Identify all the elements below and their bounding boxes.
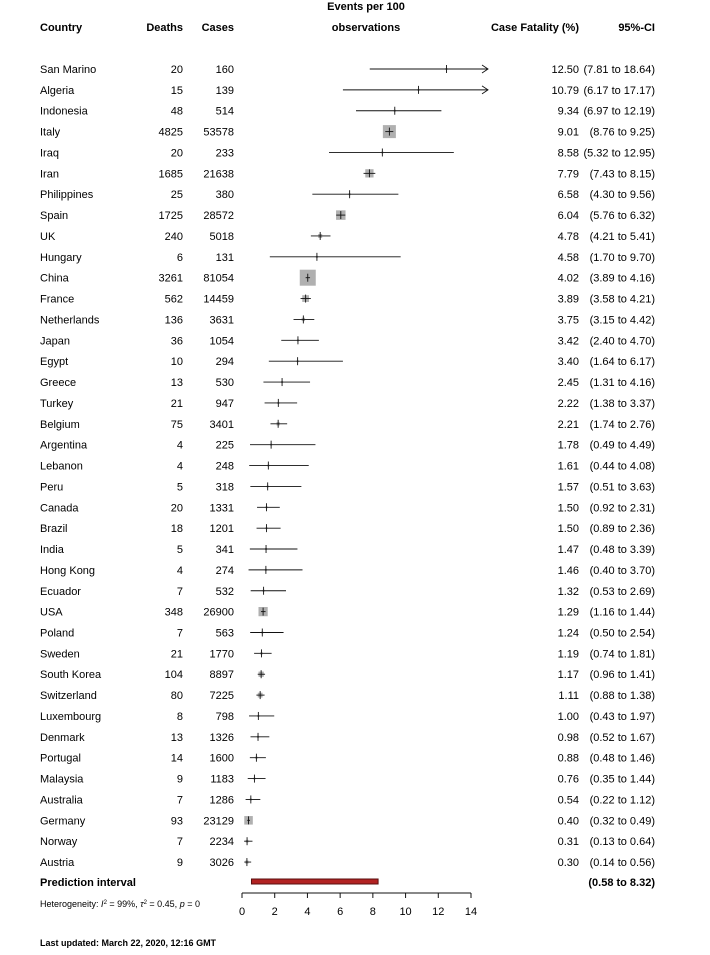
forest-row: [40, 106, 655, 118]
x-tick-label: 6: [337, 906, 344, 918]
country-label: Norway: [40, 836, 78, 849]
cases-value: 318: [215, 481, 234, 494]
deaths-value: 5: [176, 544, 183, 557]
ci-value: (7.81 to 18.64): [583, 64, 655, 76]
ci-value: (0.44 to 4.08): [589, 460, 655, 473]
deaths-value: 1725: [158, 210, 183, 223]
cases-value: 274: [215, 564, 234, 577]
deaths-value: 5: [176, 481, 183, 494]
cases-value: 1326: [209, 731, 234, 744]
deaths-value: 9: [176, 773, 183, 786]
case-fatality-value: 12.50: [551, 64, 579, 76]
country-label: Portugal: [40, 752, 81, 765]
country-label: San Marino: [40, 64, 97, 76]
cases-value: 81054: [203, 272, 234, 285]
deaths-value: 18: [170, 523, 183, 536]
cases-value: 1331: [209, 502, 234, 515]
country-label: Japan: [40, 335, 70, 348]
header-effect-line2: observations: [331, 22, 401, 34]
country-label: Brazil: [40, 523, 68, 536]
ci-value: (1.16 to 1.44): [589, 606, 655, 619]
deaths-value: 7: [176, 585, 183, 598]
cases-value: 3631: [209, 314, 234, 327]
ci-value: (3.15 to 4.42): [589, 314, 655, 327]
ci-value: (1.38 to 3.37): [589, 397, 655, 410]
ci-value: (1.70 to 9.70): [589, 251, 655, 264]
x-tick-label: 14: [464, 906, 478, 918]
forest-row: [40, 836, 655, 848]
cases-value: 21638: [203, 168, 234, 181]
deaths-value: 8: [176, 710, 183, 723]
cases-value: 28572: [203, 210, 234, 223]
forest-row: [40, 857, 655, 869]
ci-value: (0.35 to 1.44): [589, 773, 655, 786]
deaths-value: 348: [164, 606, 183, 619]
deaths-value: 21: [170, 397, 183, 410]
ci-value: (0.96 to 1.41): [589, 669, 655, 682]
prediction-interval-bar: [251, 879, 378, 884]
forest-row: [40, 774, 655, 786]
deaths-value: 13: [170, 377, 183, 390]
deaths-value: 7: [176, 794, 183, 807]
forest-row: [40, 753, 655, 765]
ci-value: (3.58 to 4.21): [589, 293, 655, 306]
case-fatality-value: 3.75: [557, 314, 579, 327]
ci-value: (0.32 to 0.49): [589, 815, 655, 828]
forest-row: [40, 586, 655, 598]
forest-row: [40, 335, 655, 347]
case-fatality-value: 2.21: [557, 418, 579, 431]
forest-row: [40, 210, 655, 222]
deaths-value: 20: [170, 64, 183, 76]
ci-value: (5.76 to 6.32): [589, 210, 655, 223]
cases-value: 380: [215, 189, 234, 202]
forest-row: [40, 231, 655, 243]
case-fatality-value: 8.58: [557, 147, 579, 160]
case-fatality-value: 0.31: [557, 836, 579, 849]
country-label: Ecuador: [40, 585, 81, 598]
deaths-value: 10: [170, 356, 183, 369]
deaths-value: 15: [170, 84, 183, 97]
ci-value: (3.89 to 4.16): [589, 272, 655, 285]
cases-value: 14459: [203, 293, 234, 306]
country-label: Spain: [40, 210, 69, 223]
country-label: Turkey: [40, 397, 74, 410]
cases-value: 514: [215, 105, 234, 118]
cases-value: 53578: [203, 126, 234, 139]
case-fatality-value: 3.89: [557, 293, 579, 306]
forest-row: [40, 669, 655, 681]
country-label: South Korea: [40, 669, 102, 682]
header-country: Country: [40, 22, 83, 34]
case-fatality-value: 0.54: [557, 794, 579, 807]
forest-row: [40, 794, 655, 806]
case-fatality-value: 4.58: [557, 251, 579, 264]
ci-value: (0.50 to 2.54): [589, 627, 655, 640]
deaths-value: 136: [164, 314, 183, 327]
ci-value: (0.13 to 0.64): [589, 836, 655, 849]
x-tick-label: 0: [238, 906, 246, 918]
deaths-value: 7: [176, 836, 183, 849]
case-fatality-value: 7.79: [557, 168, 579, 181]
case-fatality-value: 1.17: [557, 669, 579, 682]
ci-value: (4.21 to 5.41): [589, 230, 655, 243]
deaths-value: 20: [170, 147, 183, 160]
cases-value: 341: [215, 544, 234, 557]
case-fatality-value: 0.88: [557, 752, 579, 765]
forest-row: [40, 168, 655, 180]
deaths-value: 562: [164, 293, 183, 306]
forest-row: [40, 627, 655, 639]
cases-value: 248: [215, 460, 234, 473]
cases-value: 26900: [203, 606, 234, 619]
cases-value: 1770: [209, 648, 234, 661]
case-fatality-value: 0.76: [557, 773, 579, 786]
ci-value: (0.53 to 2.69): [589, 585, 655, 598]
case-fatality-value: 9.01: [557, 126, 579, 139]
forest-row: [40, 815, 655, 827]
case-fatality-value: 6.58: [557, 189, 579, 202]
country-label: Austria: [40, 857, 75, 870]
cases-value: 2234: [209, 836, 234, 849]
ci-value: (4.30 to 9.56): [589, 189, 655, 202]
header-ci: 95%-CI: [618, 22, 655, 34]
ci-value: (0.40 to 3.70): [589, 564, 655, 577]
case-fatality-value: 1.29: [557, 606, 579, 619]
deaths-value: 80: [170, 690, 183, 703]
header-estimate: Case Fatality (%): [490, 22, 579, 34]
deaths-value: 4: [176, 460, 183, 473]
cases-value: 23129: [203, 815, 234, 828]
country-label: Argentina: [40, 439, 88, 452]
ci-value: (0.43 to 1.97): [589, 710, 655, 723]
country-label: Lebanon: [40, 460, 83, 473]
deaths-value: 9: [176, 857, 183, 870]
forest-row: [40, 398, 655, 410]
forest-row: [40, 189, 655, 201]
forest-row: [40, 314, 655, 326]
case-fatality-value: 1.46: [557, 564, 579, 577]
ci-value: (6.97 to 12.19): [583, 105, 655, 118]
x-tick-label: 10: [399, 906, 412, 918]
case-fatality-value: 1.00: [557, 710, 579, 723]
deaths-value: 4: [176, 439, 183, 452]
cases-value: 5018: [209, 230, 234, 243]
deaths-value: 4: [176, 564, 183, 577]
forest-row: [40, 419, 655, 431]
prediction-interval-label: Prediction interval: [40, 877, 136, 889]
ci-value: (2.40 to 4.70): [589, 335, 655, 348]
country-label: Hong Kong: [40, 564, 96, 577]
cases-value: 8897: [209, 669, 234, 682]
forest-row: [40, 732, 655, 744]
country-label: Luxembourg: [40, 710, 102, 723]
country-label: Poland: [40, 627, 75, 640]
deaths-value: 6: [176, 251, 183, 264]
cases-value: 1183: [210, 773, 234, 786]
country-label: India: [40, 544, 64, 557]
ci-value: (7.43 to 8.15): [589, 168, 655, 181]
deaths-value: 20: [170, 502, 183, 515]
cases-value: 160: [215, 64, 234, 76]
deaths-value: 104: [164, 669, 183, 682]
case-fatality-value: 2.45: [557, 377, 579, 390]
deaths-value: 1685: [158, 168, 183, 181]
case-fatality-value: 1.50: [557, 523, 579, 536]
case-fatality-value: 0.98: [557, 731, 579, 744]
ci-value: (0.88 to 1.38): [589, 690, 655, 703]
cases-value: 7225: [209, 690, 234, 703]
country-label: Denmark: [40, 731, 85, 744]
forest-row: [40, 85, 655, 97]
ci-value: (1.31 to 4.16): [589, 377, 655, 390]
ci-value: (0.49 to 4.49): [589, 439, 655, 452]
ci-value: (0.52 to 1.67): [589, 731, 655, 744]
case-fatality-value: 4.78: [557, 230, 579, 243]
country-label: Indonesia: [40, 105, 88, 118]
ci-value: (0.92 to 2.31): [589, 502, 655, 515]
ci-value: (0.48 to 3.39): [589, 544, 655, 557]
forest-row: [40, 523, 655, 535]
country-label: China: [40, 272, 69, 285]
country-label: Iran: [40, 168, 59, 181]
forest-row: [40, 565, 655, 577]
country-label: Philippines: [40, 189, 94, 202]
cases-value: 131: [215, 251, 234, 264]
deaths-value: 3261: [158, 272, 183, 285]
cases-value: 3401: [209, 418, 234, 431]
deaths-value: 21: [170, 648, 183, 661]
forest-row: [40, 502, 655, 514]
forest-row: [40, 356, 655, 368]
country-label: Algeria: [40, 84, 75, 97]
case-fatality-value: 1.19: [557, 648, 579, 661]
case-fatality-value: 1.47: [557, 544, 579, 557]
forest-row: [40, 544, 655, 556]
case-fatality-value: 1.61: [557, 460, 579, 473]
x-tick-label: 8: [369, 906, 376, 918]
cases-value: 1054: [209, 335, 234, 348]
forest-row: [40, 125, 655, 139]
deaths-value: 93: [170, 815, 183, 828]
deaths-value: 75: [170, 418, 183, 431]
forest-row: [40, 64, 655, 76]
cases-value: 532: [215, 585, 234, 598]
forest-row: [40, 690, 655, 702]
forest-row: [40, 648, 655, 660]
header-deaths: Deaths: [146, 22, 183, 34]
country-label: USA: [40, 606, 63, 619]
last-updated-footer: Last updated: March 22, 2020, 12:16 GMT: [40, 938, 217, 948]
forest-row: [40, 377, 655, 389]
ci-value: (1.74 to 2.76): [589, 418, 655, 431]
country-label: Malaysia: [40, 773, 84, 786]
case-fatality-value: 3.40: [557, 356, 579, 369]
case-fatality-value: 10.79: [551, 84, 579, 97]
prediction-interval-ci: (0.58 to 8.32): [588, 877, 655, 889]
cases-value: 3026: [209, 857, 234, 870]
forest-row: [40, 461, 655, 473]
x-tick-label: 2: [271, 906, 278, 918]
country-label: Belgium: [40, 418, 80, 431]
header-effect-line1: Events per 100: [327, 1, 405, 13]
cases-value: 947: [215, 397, 234, 410]
ci-value: (0.51 to 3.63): [589, 481, 655, 494]
forest-rows: [40, 64, 655, 869]
forest-row: [40, 147, 655, 159]
cases-value: 294: [215, 356, 234, 369]
cases-value: 1201: [209, 523, 234, 536]
heterogeneity-statistics: Heterogeneity: $I^2 = 99\%$, $\tau^2 = 0.45$, p = 0: [40, 899, 200, 909]
deaths-value: 240: [164, 230, 183, 243]
case-fatality-value: 1.24: [557, 627, 579, 640]
ci-value: (0.89 to 2.36): [589, 523, 655, 536]
country-label: France: [40, 293, 75, 306]
forest-row: [40, 607, 655, 619]
forest-row: [40, 711, 655, 723]
ci-value: (0.22 to 1.12): [589, 794, 655, 807]
country-label: Italy: [40, 126, 61, 139]
case-fatality-value: 9.34: [557, 105, 579, 118]
deaths-value: 7: [176, 627, 183, 640]
country-label: Egypt: [40, 356, 69, 369]
deaths-value: 36: [170, 335, 183, 348]
country-label: Canada: [40, 502, 79, 515]
deaths-value: 48: [170, 105, 183, 118]
case-fatality-value: 1.57: [557, 481, 579, 494]
x-tick-label: 12: [432, 906, 445, 918]
country-label: Germany: [40, 815, 86, 828]
country-label: Australia: [40, 794, 83, 807]
case-fatality-value: 0.40: [557, 815, 579, 828]
forest-row: [40, 270, 655, 286]
case-fatality-value: 6.04: [557, 210, 579, 223]
country-label: Peru: [40, 481, 64, 494]
deaths-value: 4825: [158, 126, 183, 139]
country-label: Netherlands: [40, 314, 100, 327]
case-fatality-value: 2.22: [557, 397, 579, 410]
header-cases: Cases: [201, 22, 234, 34]
cases-value: 139: [215, 84, 234, 97]
case-fatality-value: 1.78: [557, 439, 579, 452]
case-fatality-value: 4.02: [557, 272, 579, 285]
ci-value: (0.14 to 0.56): [589, 857, 655, 870]
cases-value: 1286: [209, 794, 234, 807]
case-fatality-value: 1.11: [558, 690, 579, 703]
ci-value: (5.32 to 12.95): [583, 147, 655, 160]
x-axis: [239, 893, 477, 918]
ci-value: (8.76 to 9.25): [589, 126, 655, 139]
country-label: Hungary: [40, 251, 82, 264]
ci-value: (0.74 to 1.81): [589, 648, 655, 661]
cases-value: 233: [215, 147, 234, 160]
cases-value: 530: [215, 377, 234, 390]
deaths-value: 13: [170, 731, 183, 744]
cases-value: 1600: [209, 752, 234, 765]
cases-value: 225: [215, 439, 234, 452]
ci-value: (1.64 to 6.17): [589, 356, 655, 369]
case-fatality-value: 3.42: [557, 335, 579, 348]
case-fatality-value: 1.50: [557, 502, 579, 515]
ci-value: (0.48 to 1.46): [589, 752, 655, 765]
deaths-value: 14: [170, 752, 183, 765]
country-label: Greece: [40, 377, 77, 390]
forest-row: [40, 294, 655, 306]
x-tick-label: 4: [304, 906, 311, 918]
country-label: UK: [40, 230, 56, 243]
cases-value: 798: [215, 710, 234, 723]
case-fatality-value: 0.30: [557, 857, 579, 870]
country-label: Switzerland: [40, 690, 97, 703]
case-fatality-value: 1.32: [557, 585, 579, 598]
country-label: Sweden: [40, 648, 80, 661]
forest-row: [40, 440, 655, 452]
forest-row: [40, 252, 655, 264]
country-label: Iraq: [40, 147, 59, 160]
cases-value: 563: [215, 627, 234, 640]
ci-value: (6.17 to 17.17): [583, 84, 655, 97]
forest-row: [40, 481, 655, 493]
deaths-value: 25: [170, 189, 183, 202]
